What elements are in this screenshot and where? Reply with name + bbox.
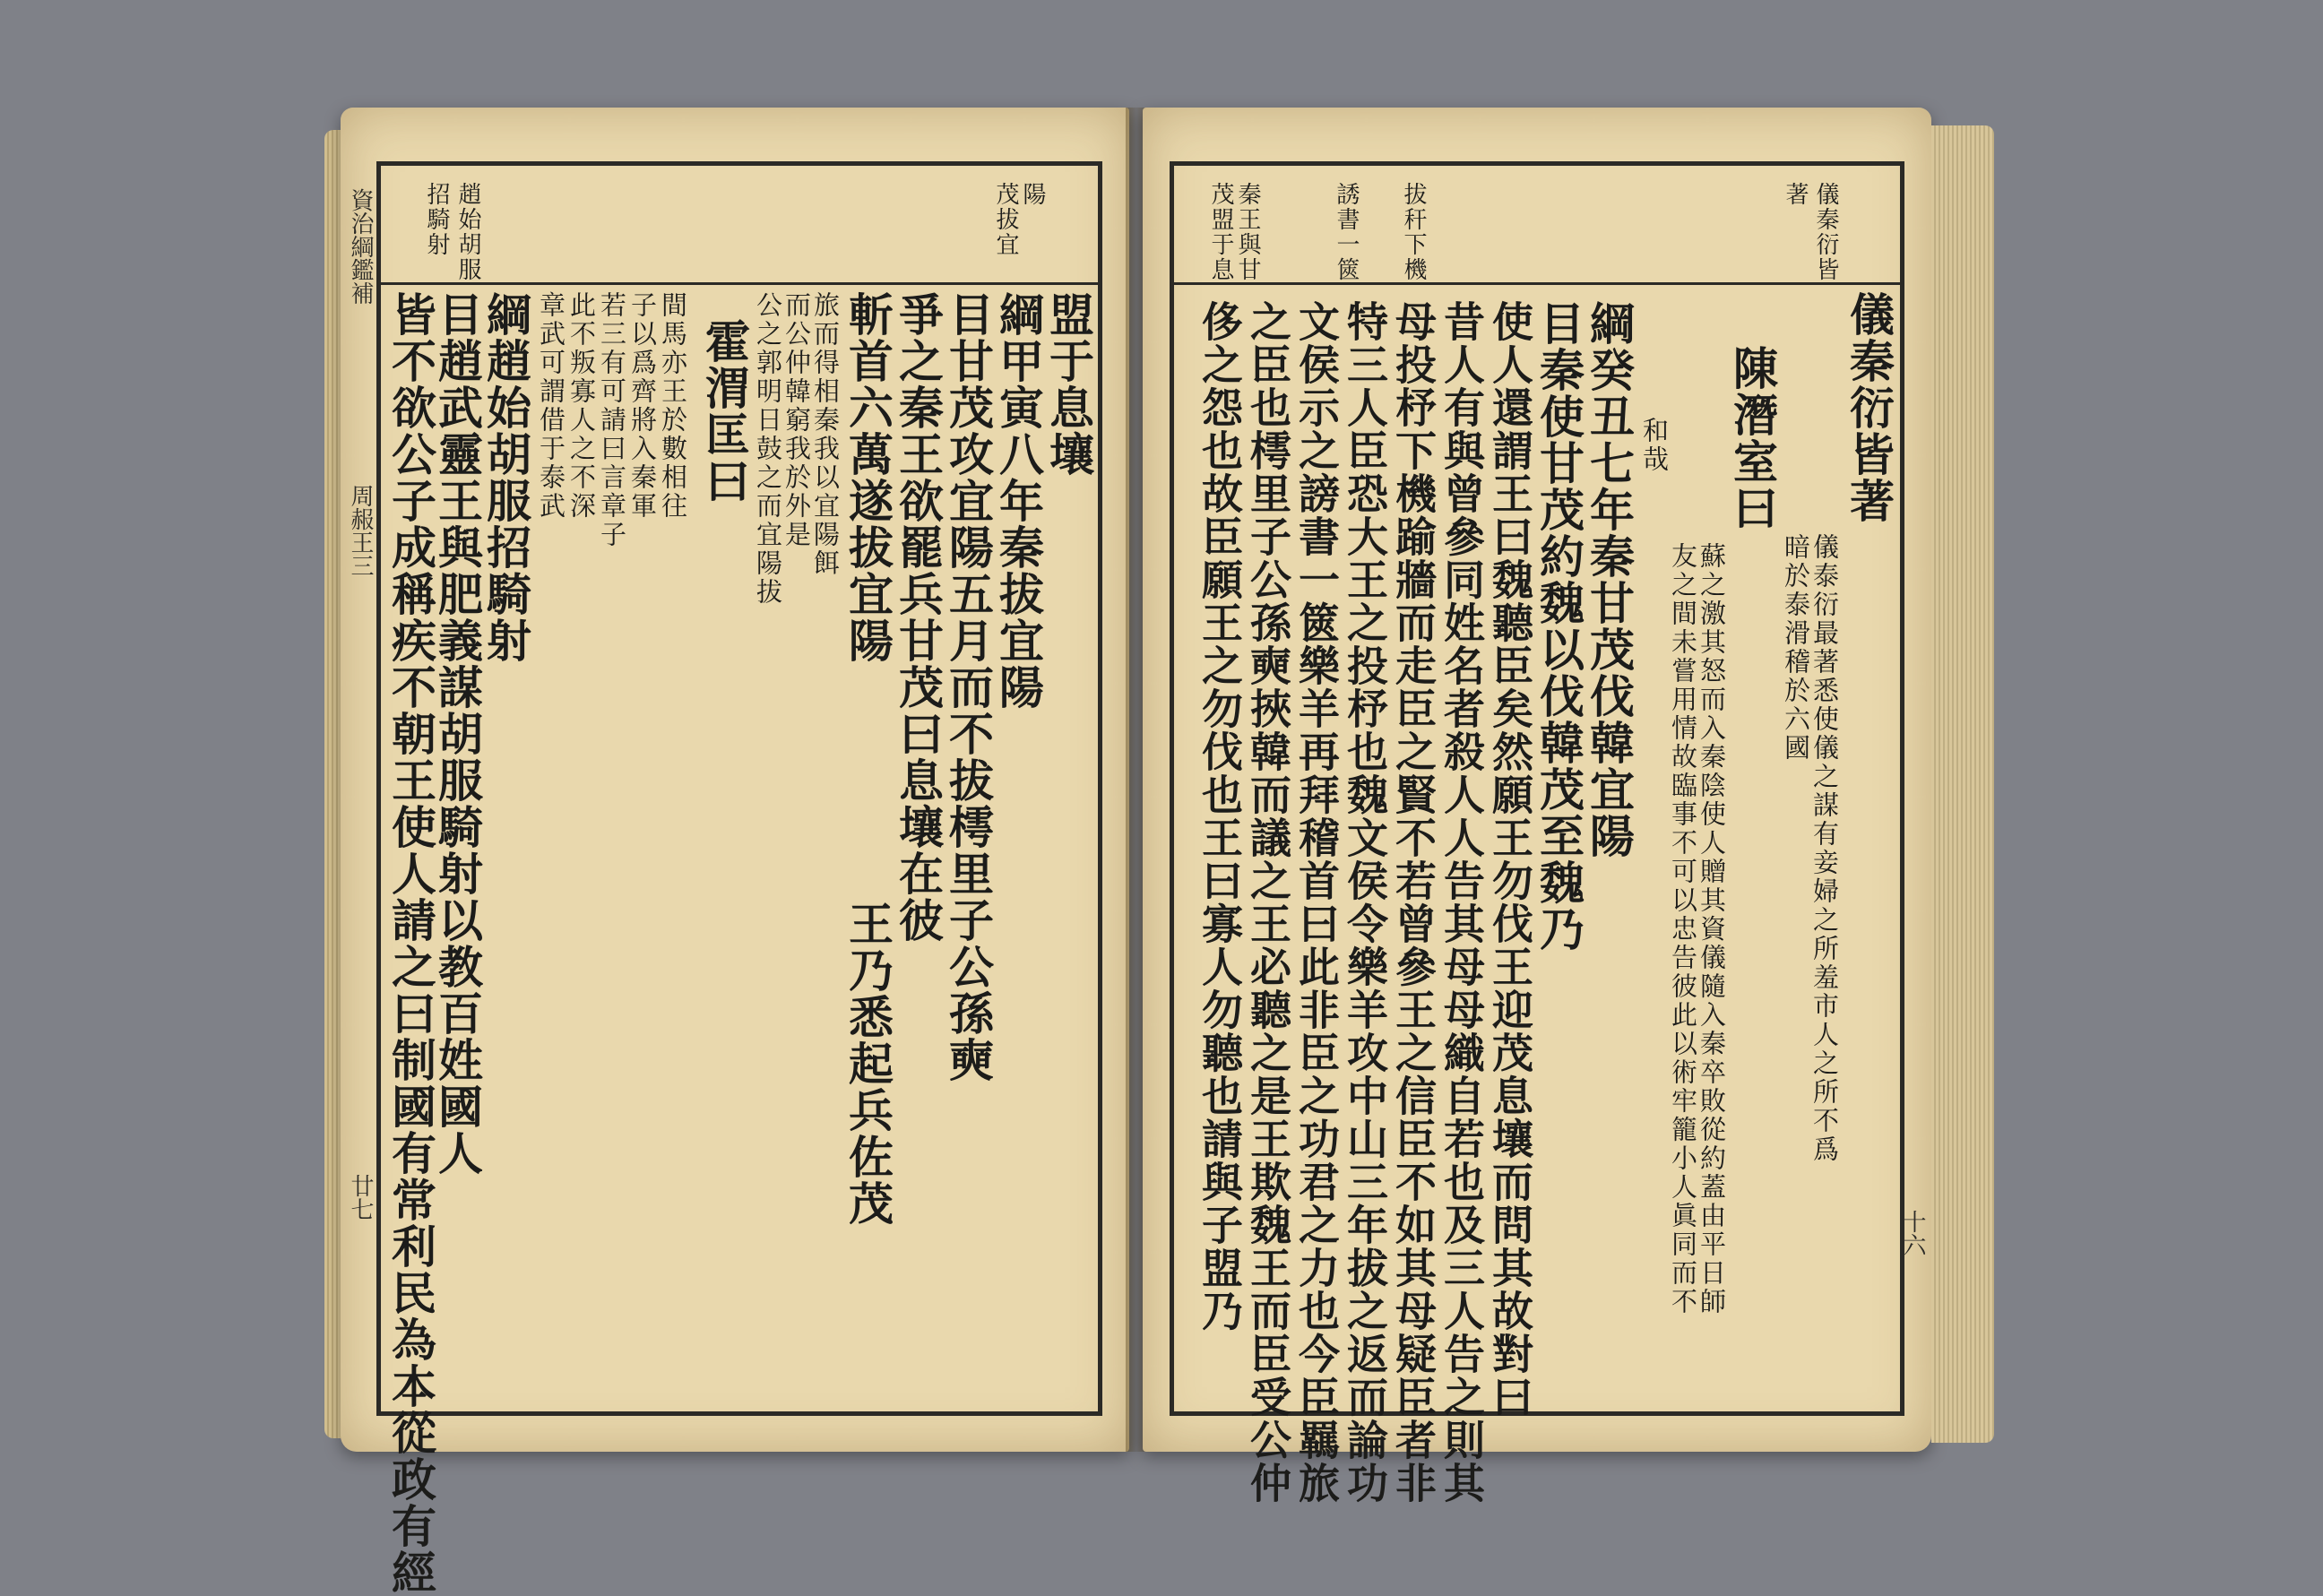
headnote: 陽 [1019, 182, 1046, 207]
headnote: 趙始胡服 [454, 182, 481, 282]
text-column: 斬首六萬遂拔宜陽 [842, 291, 894, 664]
note-column: 和哉 [1639, 417, 1670, 474]
text-column: 文侯示之謗書一篋樂羊再拜稽首曰此非臣之功君之力也今臣羈旅 [1292, 300, 1341, 1505]
left-margin-chapter: 周赧王三 [347, 484, 374, 577]
left-margin-title: 資治綱鑑補 [347, 188, 374, 305]
text-column: 儀秦衍皆著 [1843, 291, 1896, 524]
text-column: 目秦使甘茂約魏以伐韓茂至魏乃 [1533, 300, 1585, 953]
text-column: 之臣也樗里子公孫奭挾韓而議之王必聽之是王欺魏王而臣受公仲 [1244, 300, 1292, 1505]
text-column: 目甘茂攻宜陽五月而不拔樗里子公孫奭 [942, 291, 995, 1083]
note-column: 旅而得相秦我以宜陽餌 [810, 291, 841, 578]
note-column: 友之間未嘗用情故臨事不可以忠告彼此以術牢籠小人眞同而不 [1668, 542, 1698, 1316]
text-column: 王乃悉起兵佐茂 [842, 901, 894, 1227]
note-column: 儀泰衍最著悉使儀之謀有妾婦之所羞市人之所不爲 [1809, 533, 1840, 1164]
headnote: 誘書一篋 [1333, 182, 1360, 282]
note-column: 章武可謂借于泰武 [536, 291, 566, 521]
headnote: 茂盟于息 [1207, 182, 1234, 282]
text-column: 綱甲寅八年秦拔宜陽 [992, 291, 1045, 711]
text-column: 綱癸丑七年秦甘茂伐韓宜陽 [1583, 300, 1636, 859]
right-folio: 十六 [1899, 1210, 1926, 1256]
text-column: 盟于息壤 [1042, 291, 1095, 478]
note-column: 此不叛寡人之不深 [566, 291, 597, 521]
headnote: 儀秦衍皆 [1812, 182, 1839, 282]
note-column: 蘇之激其怒而入秦陰使人贈其資儀隨入秦卒敗從約蓋由平日師 [1697, 542, 1727, 1316]
headnote: 著 [1782, 182, 1809, 207]
note-column: 子以爲齊將入秦軍 [627, 291, 658, 521]
text-column: 特三人臣恐大王之投杼也魏文侯令樂羊攻中山三年拔之返而論功 [1341, 300, 1389, 1505]
headnote: 茂拔宜 [992, 182, 1019, 257]
text-column: 陳潛室曰 [1726, 345, 1779, 531]
headnote: 拔秆下機 [1400, 182, 1427, 282]
left-header-band [381, 166, 1098, 285]
open-book [332, 90, 2008, 1596]
right-page-edges [1931, 125, 1994, 1443]
text-column: 目趙武靈王與肥義謀胡服騎射以教百姓國人 [431, 291, 484, 1177]
right-page [1143, 108, 1931, 1505]
note-column: 若三有可請曰言章子 [597, 291, 627, 549]
headnote: 招騎射 [423, 182, 450, 257]
left-folio: 廿七 [347, 1174, 374, 1221]
right-text-frame [1170, 161, 1904, 1505]
note-column: 間馬亦王於數相往 [658, 291, 688, 521]
text-column: 昔人有與曾參同姓名者殺人人告其母母織自若也及三人告之則其 [1438, 300, 1486, 1505]
text-column: 使人還謂王曰魏聽臣矣然願王勿伐王迎茂息壤而問其故對曰 [1486, 300, 1534, 1419]
note-column: 暗於泰滑稽於六國 [1781, 533, 1811, 763]
text-column: 皆不欲公子成稱疾不朝王使人請之曰制國有常利民為本從政有經 [384, 291, 437, 1596]
headnote: 秦王與甘 [1234, 182, 1261, 282]
note-column: 而公仲韓窮我於外是 [782, 291, 812, 549]
text-column: 侈之怨也故臣願王之勿伐也王曰寡人勿聽也請與子盟乃 [1196, 300, 1244, 1333]
text-column: 母投杼下機踰牆而走臣之賢不若曾參王之信臣不如其母疑臣者非 [1389, 300, 1438, 1505]
right-header-band [1174, 166, 1900, 285]
text-column: 爭之秦王欲罷兵甘茂曰息壤在彼 [892, 291, 945, 944]
text-column: 霍渭匡曰 [698, 318, 751, 505]
left-page [341, 108, 1129, 1596]
text-column: 綱趙始胡服招騎射 [479, 291, 532, 664]
note-column: 公之郭明日鼓之而宜陽拔 [753, 291, 783, 607]
left-text-frame [376, 161, 1102, 1596]
